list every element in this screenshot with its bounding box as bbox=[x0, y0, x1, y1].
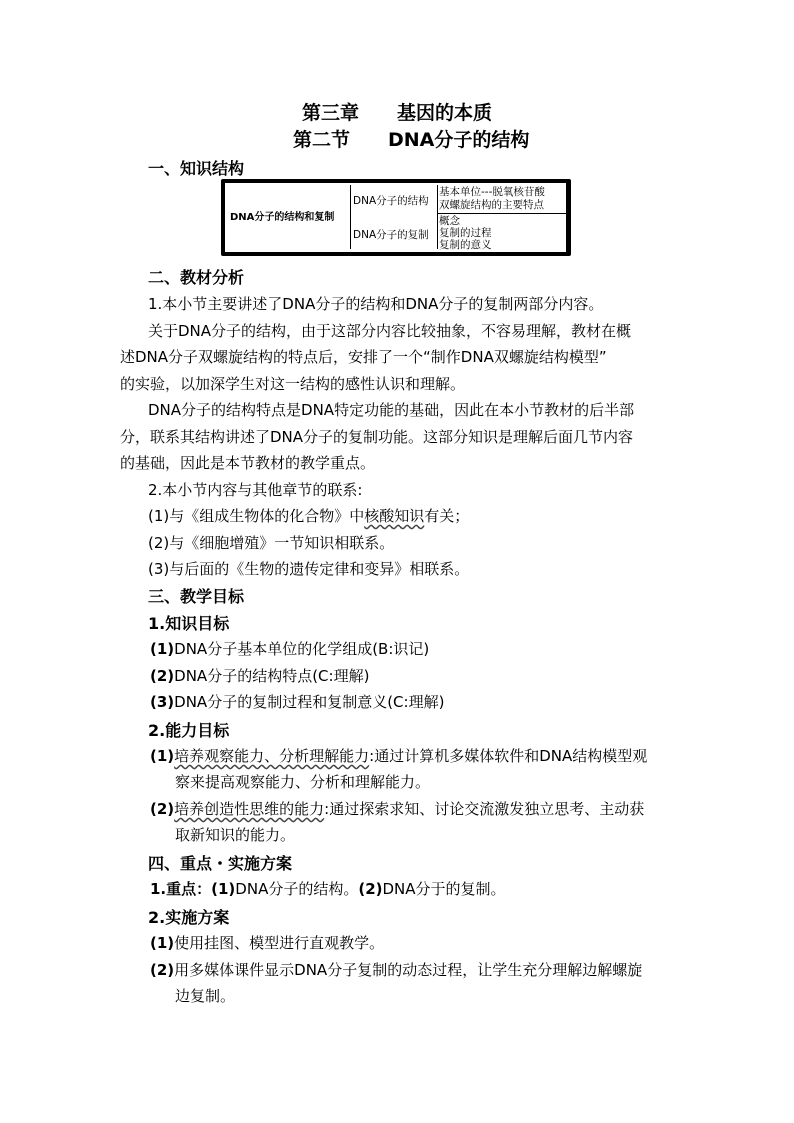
paragraph: 分，联系其结构讲述了DNA分子的复制功能。这部分知识是理解后面几节内容 bbox=[120, 428, 634, 446]
diagram-item: 基本单位---脱氧核苷酸 bbox=[439, 186, 545, 198]
goal-item bbox=[150, 663, 369, 690]
focus-text: DNA分子的结构。 bbox=[235, 880, 359, 898]
relation-text: 有关； bbox=[424, 507, 470, 525]
goal-number: (1) bbox=[150, 640, 175, 658]
subheading-ability-goals: 2.能力目标 bbox=[148, 721, 230, 740]
diagram-divider bbox=[437, 213, 567, 214]
subheading-implementation-plan: 2.实施方案 bbox=[148, 908, 230, 927]
goal-text: DNA分子的复制过程和复制意义(C:理解) bbox=[174, 693, 445, 711]
ability-text: :通过探索求知、讨论交流激发独立思考、主动获 bbox=[324, 800, 645, 818]
section-heading-material-analysis: 二、教材分析 bbox=[148, 268, 245, 287]
ability-keyword: 培养创造性思维的能力 bbox=[174, 800, 325, 818]
plan-number: (1) bbox=[150, 934, 175, 952]
ability-item bbox=[150, 743, 647, 770]
chapter-title: 第三章 基因的本质 bbox=[302, 102, 493, 124]
goal-number: (2) bbox=[150, 667, 175, 685]
paragraph: 的基础，因此是本节教材的教学重点。 bbox=[120, 454, 376, 472]
diagram-branch-structure: DNA分子的结构 bbox=[353, 195, 429, 207]
diagram-root-label: DNA分子的结构和复制 bbox=[230, 212, 335, 223]
goal-text: DNA分子的结构特点(C:理解) bbox=[174, 667, 370, 685]
plan-text-continued: 边复制。 bbox=[175, 987, 236, 1005]
ability-keyword: 培养观察能力、分析理解能力 bbox=[174, 747, 370, 765]
diagram-item: 复制的意义 bbox=[439, 239, 492, 251]
goal-number: (3) bbox=[150, 693, 175, 711]
knowledge-structure-diagram bbox=[221, 179, 571, 256]
goal-item bbox=[150, 689, 444, 716]
diagram-brace-1 bbox=[350, 185, 351, 249]
section-heading-focus-plan: 四、重点・实施方案 bbox=[148, 854, 293, 873]
relation-item: (2)与《细胞增殖》一节知识相联系。 bbox=[148, 534, 395, 552]
section-heading-teaching-goals: 三、教学目标 bbox=[148, 587, 245, 606]
plan-text: 用多媒体课件显示DNA分子复制的动态过程，让学生充分理解边解螺旋 bbox=[174, 961, 643, 979]
relation-keyword: 核酸知识 bbox=[364, 507, 425, 525]
focus-label: 1.重点： bbox=[150, 880, 212, 898]
paragraph: 1.本小节主要讲述了DNA分子的结构和DNA分子的复制两部分内容。 bbox=[148, 295, 604, 313]
relation-item bbox=[148, 503, 469, 530]
diagram-branch-replication: DNA分子的复制 bbox=[353, 229, 429, 241]
ability-text-continued: 取新知识的能力。 bbox=[175, 826, 296, 844]
section-heading-knowledge-structure: 一、知识结构 bbox=[148, 159, 245, 178]
subheading-knowledge-goals: 1.知识目标 bbox=[148, 614, 230, 633]
ability-text: :通过计算机多媒体软件和DNA结构模型观 bbox=[369, 747, 648, 765]
goal-number: (2) bbox=[150, 800, 175, 818]
relation-text: (1)与《组成生物体的化合物》中 bbox=[148, 507, 365, 525]
focus-text: DNA分于的复制。 bbox=[382, 880, 506, 898]
paragraph: 2.本小节内容与其他章节的联系: bbox=[148, 481, 363, 499]
focus-number: (1) bbox=[211, 880, 236, 898]
goal-item bbox=[150, 636, 429, 663]
paragraph: 述DNA分子双螺旋结构的特点后，安排了一个“制作DNA双螺旋结构模型” bbox=[120, 348, 607, 366]
diagram-body bbox=[225, 183, 566, 252]
paragraph: 的实验，以加深学生对这一结构的感性认识和理解。 bbox=[120, 375, 466, 393]
ability-item bbox=[150, 796, 644, 823]
plan-text: 使用挂图、模型进行直观教学。 bbox=[174, 934, 385, 952]
focus-line bbox=[150, 876, 506, 903]
focus-number: (2) bbox=[358, 880, 383, 898]
paragraph: 关于DNA分子的结构，由于这部分内容比较抽象，不容易理解，教材在概 bbox=[148, 322, 632, 340]
section-title: 第二节 DNA分子的结构 bbox=[293, 129, 530, 151]
relation-item: (3)与后面的《生物的遗传定律和变异》相联系。 bbox=[148, 560, 470, 578]
paragraph: DNA分子的结构特点是DNA特定功能的基础，因此在本小节教材的后半部 bbox=[148, 401, 635, 419]
plan-item bbox=[150, 957, 642, 984]
diagram-brace-2 bbox=[437, 185, 438, 249]
ability-text-continued: 察来提高观察能力、分析和理解能力。 bbox=[175, 773, 431, 791]
goal-number: (1) bbox=[150, 747, 175, 765]
diagram-item: 复制的过程 bbox=[439, 227, 492, 239]
goal-text: DNA分子基本单位的化学组成(B:识记) bbox=[174, 640, 430, 658]
diagram-item: 双螺旋结构的主要特点 bbox=[439, 199, 544, 211]
plan-number: (2) bbox=[150, 961, 175, 979]
plan-item bbox=[150, 930, 384, 957]
diagram-item: 概念 bbox=[439, 215, 460, 227]
